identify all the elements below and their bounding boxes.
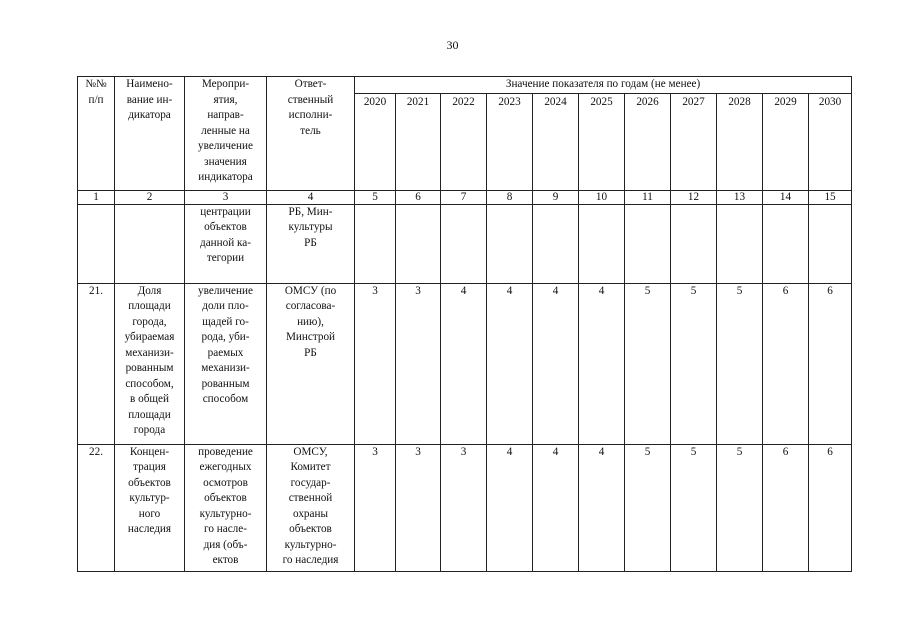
- column-number: 2: [115, 190, 185, 204]
- year-value: 5: [625, 444, 671, 571]
- year-value: 3: [355, 444, 396, 571]
- header-year: 2022: [441, 93, 487, 190]
- measures-text: проведение ежегодных осмотров объектов культурно- го насле- дия (объ- ектов: [185, 444, 267, 571]
- year-value: 5: [671, 283, 717, 444]
- header-year: 2024: [533, 93, 579, 190]
- row-number: 22.: [78, 444, 115, 571]
- responsible-text: РБ, Мин- культуры РБ: [267, 204, 355, 283]
- column-number: 12: [671, 190, 717, 204]
- indicator-table: [77, 76, 852, 572]
- header-year: 2028: [717, 93, 763, 190]
- table-row: [78, 204, 852, 283]
- measures-text: увеличение доли пло- щадей го- рода, уби- раемых механизи- рованным способом: [185, 283, 267, 444]
- column-number: 5: [355, 190, 396, 204]
- header-responsible: Ответ- ственный исполни- тель: [267, 77, 355, 191]
- year-value: 5: [717, 283, 763, 444]
- year-value: 4: [579, 283, 625, 444]
- year-value: [809, 204, 852, 283]
- year-value: 4: [533, 444, 579, 571]
- year-value: 5: [671, 444, 717, 571]
- table-row: [78, 283, 852, 444]
- year-value: 4: [579, 444, 625, 571]
- year-value: 3: [355, 283, 396, 444]
- responsible-text: ОМСУ, Комитет государ- ственной охраны объектов культурно- го наследия: [267, 444, 355, 571]
- year-value: [671, 204, 717, 283]
- column-number: 10: [579, 190, 625, 204]
- column-number: 15: [809, 190, 852, 204]
- year-value: [717, 204, 763, 283]
- column-number: 14: [763, 190, 809, 204]
- measures-text: центрации объектов данной ка- тегории: [185, 204, 267, 283]
- header-year: 2030: [809, 93, 852, 190]
- header-num: №№ п/п: [78, 77, 115, 191]
- column-number: 7: [441, 190, 487, 204]
- header-year: 2029: [763, 93, 809, 190]
- indicator-name: Доля площади города, убираемая механизи- рованным способом, в общей площади города: [115, 283, 185, 444]
- year-value: [625, 204, 671, 283]
- column-number-row: [78, 190, 852, 204]
- column-number: 1: [78, 190, 115, 204]
- header-indicator-name: Наимено- вание ин- дикатора: [115, 77, 185, 191]
- column-number: 11: [625, 190, 671, 204]
- page-number: 30: [446, 38, 459, 52]
- header-values-by-year: Значение показателя по годам (не менее): [355, 77, 852, 94]
- year-value: 4: [533, 283, 579, 444]
- header-year: 2027: [671, 93, 717, 190]
- row-number: 21.: [78, 283, 115, 444]
- year-value: 6: [763, 283, 809, 444]
- year-value: 5: [625, 283, 671, 444]
- header-year: 2026: [625, 93, 671, 190]
- year-value: 3: [441, 444, 487, 571]
- year-value: [487, 204, 533, 283]
- year-value: [579, 204, 625, 283]
- year-value: [533, 204, 579, 283]
- responsible-text: ОМСУ (по согласова- нию), Минстрой РБ: [267, 283, 355, 444]
- header-year: 2021: [396, 93, 441, 190]
- indicator-name: Концен- трация объектов культур- ного наследия: [115, 444, 185, 571]
- year-value: 3: [396, 283, 441, 444]
- year-value: [355, 204, 396, 283]
- year-value: 4: [441, 283, 487, 444]
- indicator-name: [115, 204, 185, 283]
- year-value: 4: [487, 444, 533, 571]
- year-value: [396, 204, 441, 283]
- year-value: [441, 204, 487, 283]
- header-year: 2020: [355, 93, 396, 190]
- column-number: 4: [267, 190, 355, 204]
- row-number: [78, 204, 115, 283]
- year-value: 3: [396, 444, 441, 571]
- year-value: 6: [809, 444, 852, 571]
- column-number: 9: [533, 190, 579, 204]
- column-number: 8: [487, 190, 533, 204]
- year-value: 4: [487, 283, 533, 444]
- table-row: [78, 444, 852, 571]
- column-number: 3: [185, 190, 267, 204]
- column-number: 6: [396, 190, 441, 204]
- year-value: 6: [809, 283, 852, 444]
- year-value: 6: [763, 444, 809, 571]
- header-year: 2025: [579, 93, 625, 190]
- header-year: 2023: [487, 93, 533, 190]
- header-measures: Меропри- ятия, направ- ленные на увеличение значения индикатора: [185, 77, 267, 191]
- year-value: [763, 204, 809, 283]
- year-value: 5: [717, 444, 763, 571]
- column-number: 13: [717, 190, 763, 204]
